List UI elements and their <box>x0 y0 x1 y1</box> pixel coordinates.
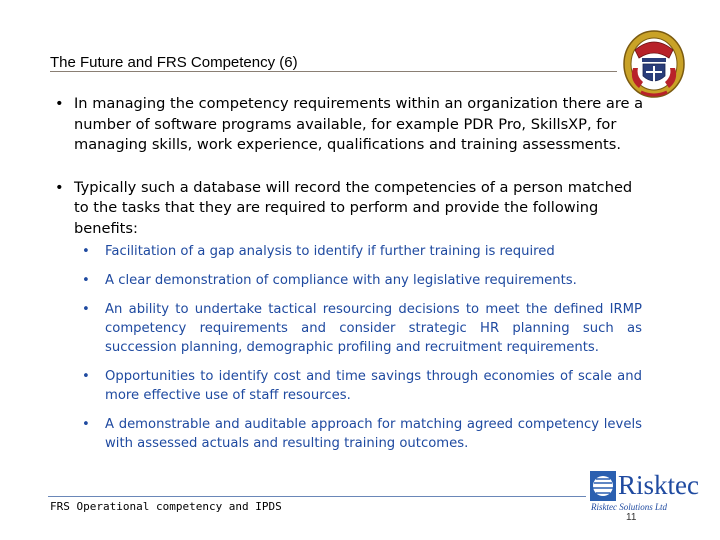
bullet-icon: • <box>82 244 90 259</box>
risktec-logo <box>589 468 711 516</box>
fire-service-crest-icon <box>621 28 687 100</box>
sub-bullet-text: Opportunities to identify cost and time savings through economies of scale and more effective use of staff resources. <box>105 369 642 403</box>
sub-bullet-text: Facilitation of a gap analysis to identify if further training is required <box>105 244 555 259</box>
bullet-item <box>55 178 650 240</box>
bullet-list <box>55 94 650 463</box>
sub-bullet-text: A clear demonstration of compliance with any legislative requirements. <box>105 273 577 288</box>
sub-bullet-text: A demonstrable and auditable approach for matching agreed competency levels with assessed actuals and resulting training outcomes. <box>105 417 642 451</box>
bullet-text: Typically such a database will record the competencies of a person matched to the tasks that they are required to perform and provide the following benefits: <box>74 178 633 237</box>
bullet-icon: • <box>55 178 64 196</box>
bullet-icon: • <box>82 369 90 384</box>
page-number: 11 <box>626 512 637 523</box>
footer-text: FRS Operational competency and IPDS <box>50 500 282 513</box>
bullet-icon: • <box>82 273 90 288</box>
bullet-icon: • <box>82 417 90 432</box>
sub-bullet-item <box>82 242 642 261</box>
sub-bullet-list <box>82 242 642 453</box>
logo-subtitle: Risktec Solutions Ltd <box>591 502 667 512</box>
sub-bullet-text: An ability to undertake tactical resourcing decisions to meet the defined IRMP competency requirements and consider strategic HR planning such as succession planning, demographic profiling and recruitment requirements. <box>105 302 642 355</box>
logo-wordmark: Risktec <box>618 470 699 500</box>
sub-bullet-item <box>82 300 642 357</box>
risktec-globe-icon <box>590 471 616 501</box>
slide-title: The Future and FRS Competency (6) <box>50 54 298 71</box>
bullet-icon: • <box>82 302 90 317</box>
title-divider <box>50 71 617 72</box>
footer-divider <box>48 496 586 497</box>
bullet-item <box>55 94 650 156</box>
bullet-text: In managing the competency requirements within an organization there are a number of software programs available, for example PDR Pro, SkillsXP, for managing skills, work experience, qualifications and training assessments. <box>74 95 644 153</box>
sub-bullet-item <box>82 271 642 290</box>
sub-bullet-item <box>82 367 642 405</box>
sub-bullet-item <box>82 415 642 453</box>
bullet-icon: • <box>55 95 64 112</box>
